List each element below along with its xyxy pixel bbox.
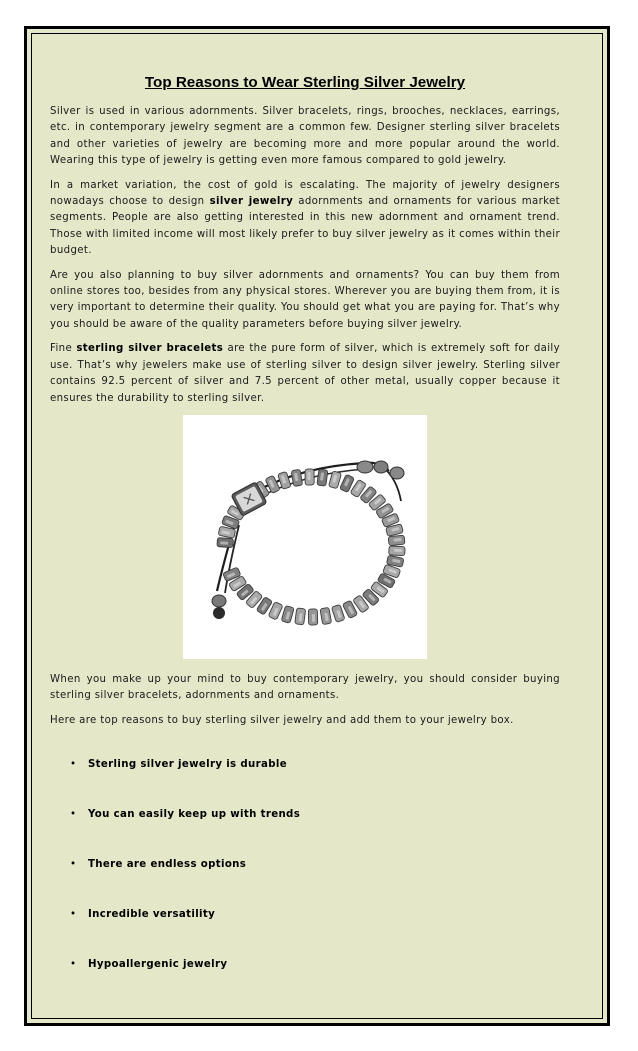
- paragraph-intro: Silver is used in various adornments. Silver bracelets, rings, brooches, necklaces, earrings, etc. in contemporary jewelry segment are a common few. Designer sterling silver bracelets and other varieties of jewelry are becoming more and more popular around the world. Wearing this type of jewelry is getting even more famous compared to gold jewelry.: [50, 106, 560, 167]
- bullet-icon: •: [70, 759, 77, 771]
- paragraph-market: [50, 178, 560, 260]
- bracelet-illustration: [183, 415, 427, 659]
- list-item: [50, 757, 560, 807]
- list-item: [50, 957, 560, 1007]
- paragraph-market-text-1: In a market variation, the cost of gold is escalating. The majority of jewelry designers nowadays choose to design: [50, 179, 560, 208]
- reason-label: There are endless options: [88, 859, 247, 871]
- paragraph-market-text-2: adornments and ornaments for various market segments. People are also getting interested in this new adornment and ornament trend. Those with limited income will most likely prefer to buy silver jewelry as it comes within their budget.: [50, 196, 560, 257]
- bullet-icon: •: [70, 809, 77, 821]
- paragraph-consider: When you make up your mind to buy contemporary jewelry, you should consider buying sterling silver bracelets, adornments and ornaments.: [50, 673, 560, 702]
- reason-label: Hypoallergenic jewelry: [88, 959, 228, 971]
- bracelet-bead-highlight: [308, 472, 311, 480]
- list-item: [50, 807, 560, 857]
- keyword-silver-jewelry: silver jewelry: [209, 196, 294, 208]
- list-item: [50, 857, 560, 907]
- bullet-icon: •: [70, 859, 77, 871]
- bullet-icon: •: [70, 959, 77, 971]
- paragraph-sterling-text-2: are the pure form of silver, which is extremely soft for daily use. That’s why jewelers make use of sterling silver to design silver jewelry. Sterling silver contains 92.5 percent of silver and 7.5 percent of other metal, usually copper because it ensures the durability to sterling silver.: [50, 343, 560, 404]
- keyword-sterling-silver-bracelets: sterling silver bracelets: [76, 343, 224, 355]
- bracelet-bead-highlight: [394, 549, 402, 552]
- paragraph-top-reasons-intro: Here are top reasons to buy sterling silver jewelry and add them to your jewelry box.: [50, 714, 514, 726]
- paragraph-sterling-text-1: Fine: [50, 343, 77, 355]
- bracelet-tip-left: [212, 595, 226, 619]
- paragraph-quality: Are you also planning to buy silver adornments and ornaments? You can buy them from online stores too, besides from any physical stores. Wherever you are buying them from, it is very important to determine their quality. You should get what you are paying for. That’s why you should be aware of the quality parameters before buying silver jewelry.: [50, 269, 560, 330]
- bracelet-photo: [183, 415, 427, 659]
- reason-label: You can easily keep up with trends: [88, 809, 301, 821]
- reasons-list: [50, 757, 560, 1007]
- bracelet-tip-right: [357, 461, 404, 479]
- article-body: [50, 72, 560, 1007]
- bracelet-bead-highlight: [312, 614, 315, 622]
- bullet-icon: •: [70, 909, 77, 921]
- article-title: Top Reasons to Wear Sterling Silver Jewelry: [144, 74, 466, 91]
- paragraph-sterling: [50, 341, 560, 407]
- reason-label: Sterling silver jewelry is durable: [88, 759, 287, 771]
- reason-label: Incredible versatility: [88, 909, 216, 921]
- bracelet-bead-highlight: [220, 541, 228, 544]
- list-item: [50, 907, 560, 957]
